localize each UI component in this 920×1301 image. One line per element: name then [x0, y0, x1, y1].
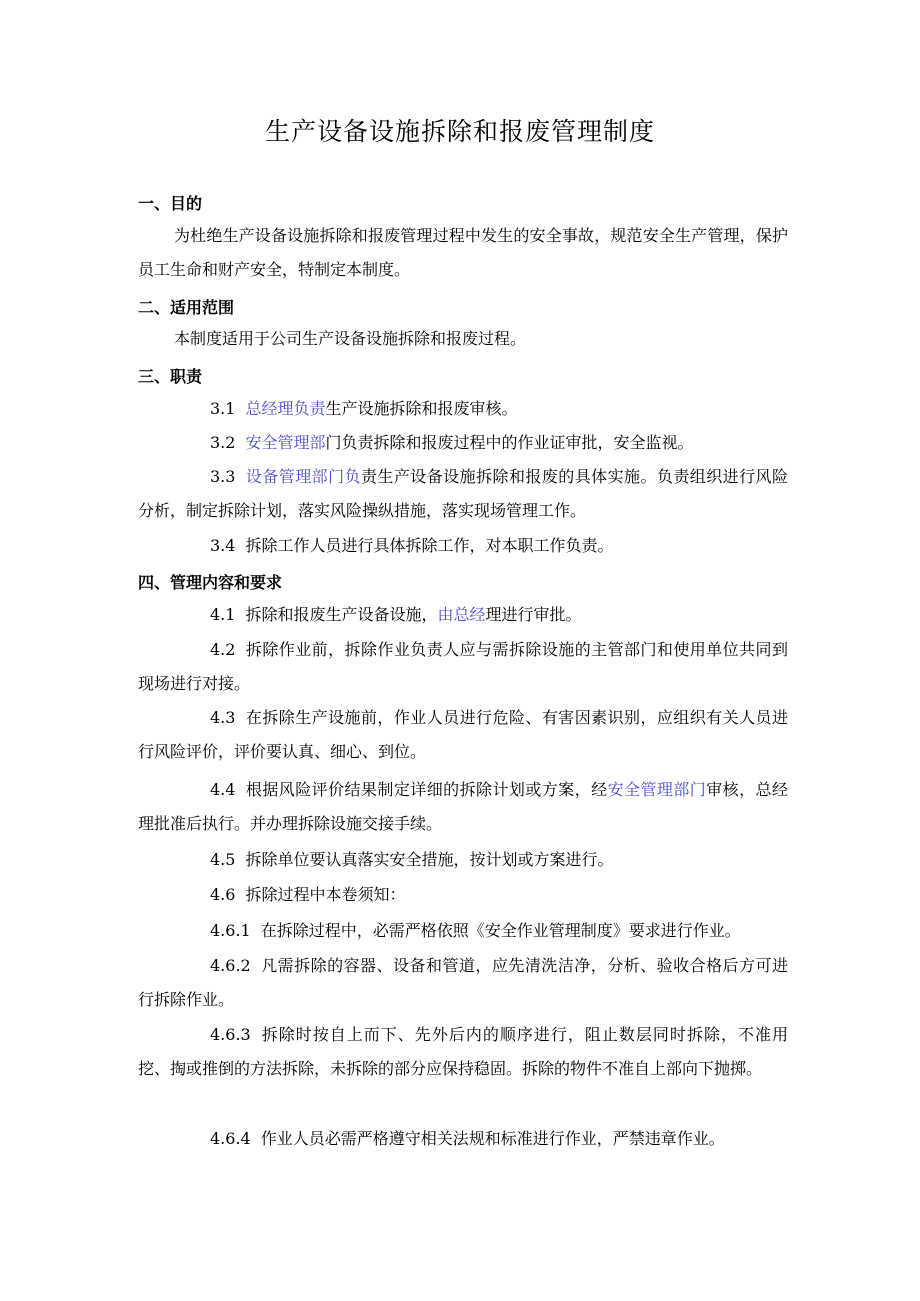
clause-4-3 [138, 701, 788, 769]
clause-text: 拆除工作人员进行具体拆除工作，对本职工作负责。 [245, 536, 614, 555]
scope-paragraph: 本制度适用于公司生产设备设施拆除和报废过程。 [174, 329, 527, 348]
clause-text: 在拆除过程中，必需严格依照《安全作业管理制度》要求进行作业。 [260, 921, 741, 940]
section-heading-purpose: 一、目的 [138, 194, 203, 213]
link-general-manager-approval[interactable]: 由总经 [437, 605, 486, 624]
clause-text: 审核，总经理批准后执行。并办理拆除设施交接手续。 [138, 780, 788, 833]
clause-number: 4.5 [210, 850, 236, 869]
link-equipment-department[interactable]: 设备管理部门负 [245, 467, 361, 486]
clause-4-2 [138, 633, 788, 701]
link-safety-department-review[interactable]: 安全管理部门 [607, 780, 707, 799]
link-safety-department[interactable]: 安全管理部 [245, 433, 326, 452]
clause-text: 作业人员必需严格遵守相关法规和标准进行作业，严禁违章作业。 [260, 1129, 725, 1148]
clause-text: 拆除过程中本卷须知： [245, 885, 406, 904]
clause-text: 拆除时按自上而下、先外后内的顺序进行，阻止数层同时拆除，不准用挖、掏或推倒的方法拆除，未拆除的部分应保持稳固。拆除的物件不准自上部向下抛掷。 [138, 1025, 788, 1078]
clause-text: 根据风险评价结果制定详细的拆除计划或方案，经 [245, 780, 608, 799]
section-heading-requirements: 四、管理内容和要求 [138, 573, 283, 592]
section-heading-responsibilities: 三、职责 [138, 367, 203, 386]
clause-number: 4.6 [210, 885, 236, 904]
clause-4-6-4 [138, 1122, 788, 1156]
clause-text: 凡需拆除的容器、设备和管道，应先清洗洁净，分析、验收合格后方可进行拆除作业。 [138, 956, 788, 1009]
clause-3-3 [138, 460, 788, 528]
clause-3-2 [138, 426, 788, 460]
clause-text: 理进行审批。 [485, 605, 582, 624]
clause-text: 责生产设备设施拆除和报废的具体实施。负责组织进行风险分析，制定拆除计划，落实风险操纵措施，落实现场管理工作。 [138, 467, 788, 520]
clause-text: 生产设施拆除和报废审核。 [325, 399, 518, 418]
document-title: 生产设备设施拆除和报废管理制度 [264, 117, 655, 146]
clause-4-5 [138, 843, 788, 877]
clause-number: 3.2 [210, 433, 236, 452]
section-heading-scope: 二、适用范围 [138, 298, 235, 317]
clause-number: 4.6.3 [210, 1025, 251, 1044]
clause-4-6-2 [138, 949, 788, 1017]
clause-4-6 [138, 878, 788, 912]
clause-4-6-3 [138, 1018, 788, 1086]
clause-text: 拆除单位要认真落实安全措施，按计划或方案进行。 [245, 850, 614, 869]
clause-3-1 [138, 392, 788, 426]
clause-number: 4.4 [210, 780, 236, 799]
clause-4-6-1 [138, 914, 788, 948]
purpose-paragraph: 为杜绝生产设备设施拆除和报废管理过程中发生的安全事故，规范安全生产管理，保护员工生命和财产安全，特制定本制度。 [138, 226, 788, 279]
link-general-manager[interactable]: 总经理负责 [245, 399, 326, 418]
clause-number: 3.3 [210, 467, 236, 486]
clause-number: 4.6.2 [210, 956, 251, 975]
clause-4-4 [138, 773, 788, 841]
clause-number: 4.1 [210, 605, 236, 624]
clause-number: 4.6.4 [210, 1129, 251, 1148]
clause-number: 4.3 [210, 708, 236, 727]
clause-3-4 [138, 529, 788, 563]
clause-text: 门负责拆除和报废过程中的作业证审批，安全监视。 [325, 433, 694, 452]
clause-number: 3.1 [210, 399, 236, 418]
clause-number: 4.6.1 [210, 921, 251, 940]
clause-text: 拆除和报废生产设备设施， [245, 605, 438, 624]
clause-text: 在拆除生产设施前，作业人员进行危险、有害因素识别，应组织有关人员进行风险评价，评价要认真、细心、到位。 [138, 708, 788, 761]
clause-4-1 [138, 598, 788, 632]
clause-number: 4.2 [210, 640, 236, 659]
clause-number: 3.4 [210, 536, 236, 555]
clause-text: 拆除作业前，拆除作业负责人应与需拆除设施的主管部门和使用单位共同到现场进行对接。 [138, 640, 788, 693]
